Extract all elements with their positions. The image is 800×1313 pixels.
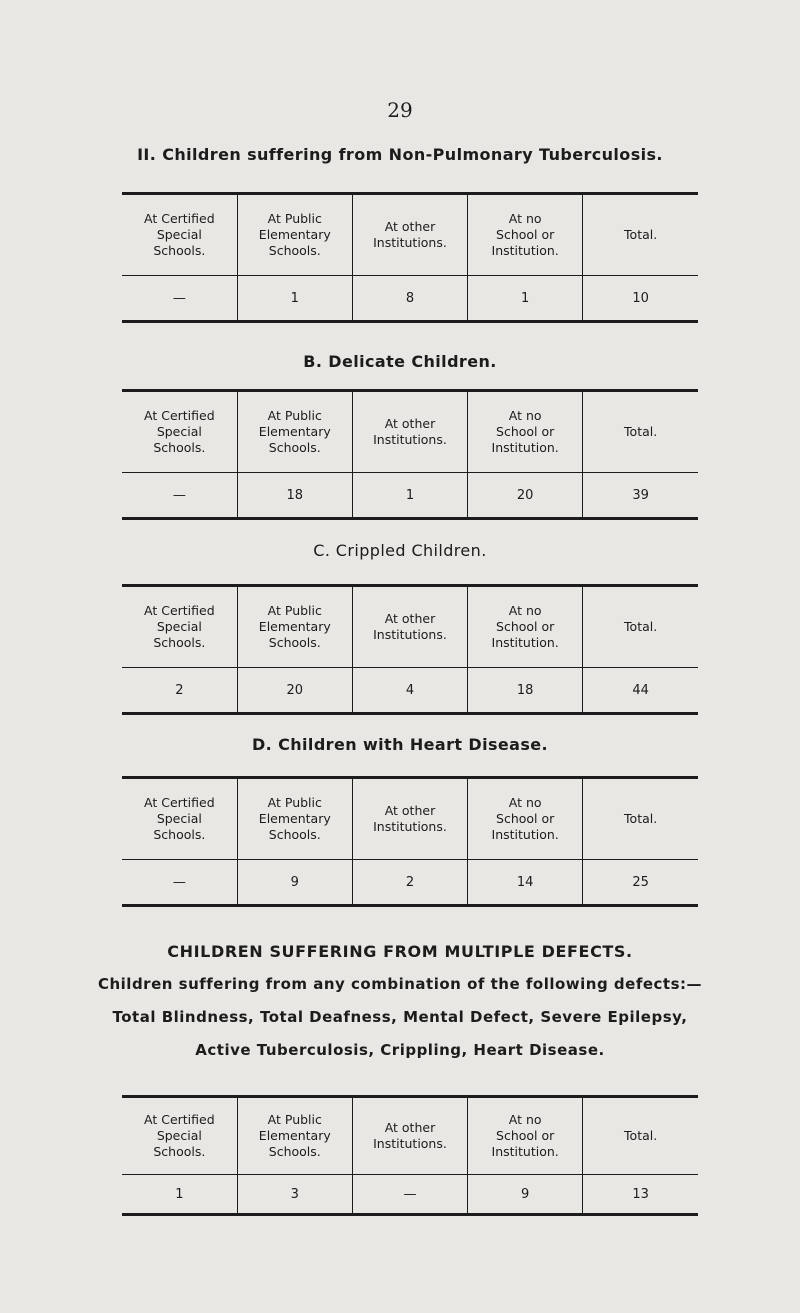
- header-other-institutions: At other Institutions.: [352, 1097, 467, 1175]
- table-multiple-defects: [122, 1095, 698, 1216]
- header-certified-special: At Certified Special Schools.: [122, 391, 237, 473]
- table-header-row: [122, 194, 698, 276]
- table-row: [122, 860, 698, 906]
- header-no-school: At no School or Institution.: [468, 778, 583, 860]
- table-tuberculosis: [122, 192, 698, 323]
- cell-certified-special: —: [172, 487, 186, 503]
- cell-other-institutions: —: [352, 1175, 467, 1215]
- cell-total: 44: [583, 668, 698, 714]
- cell-other-institutions: 1: [352, 473, 467, 519]
- header-certified-special: At Certified Special Schools.: [122, 194, 237, 276]
- table-row: [122, 473, 698, 519]
- header-total: Total.: [583, 586, 698, 668]
- header-public-elementary: At Public Elementary Schools.: [237, 586, 352, 668]
- multiple-defects-intro: Children suffering from any combination of the following defects:—: [97, 975, 703, 993]
- section-title-heart-disease: D. Children with Heart Disease.: [251, 735, 548, 754]
- header-certified-special: At Certified Special Schools.: [122, 778, 237, 860]
- header-total: Total.: [583, 194, 698, 276]
- header-no-school: At no School or Institution.: [468, 391, 583, 473]
- header-public-elementary: At Public Elementary Schools.: [237, 1097, 352, 1175]
- header-public-elementary: At Public Elementary Schools.: [237, 778, 352, 860]
- section-title-delicate: B. Delicate Children.: [303, 352, 497, 371]
- cell-public-elementary: 1: [237, 276, 352, 322]
- cell-no-school: 20: [468, 473, 583, 519]
- table-header-row: [122, 391, 698, 473]
- cell-no-school: 9: [468, 1175, 583, 1215]
- header-total: Total.: [583, 1097, 698, 1175]
- cell-no-school: 18: [468, 668, 583, 714]
- cell-other-institutions: 8: [352, 276, 467, 322]
- cell-certified-special: —: [172, 874, 186, 890]
- header-public-elementary: At Public Elementary Schools.: [237, 194, 352, 276]
- table-header-row: [122, 1097, 698, 1175]
- table-header-row: [122, 778, 698, 860]
- cell-other-institutions: 2: [352, 860, 467, 906]
- table-heart-disease: [122, 776, 698, 907]
- cell-certified-special: —: [172, 290, 186, 306]
- page-number: 29: [387, 98, 413, 122]
- multiple-defects-list-1: Total Blindness, Total Deafness, Mental Defect, Severe Epilepsy,: [112, 1008, 688, 1026]
- cell-total: 25: [583, 860, 698, 906]
- table-delicate: [122, 389, 698, 520]
- table-header-row: [122, 586, 698, 668]
- cell-certified-special: 2: [175, 682, 184, 698]
- header-certified-special: At Certified Special Schools.: [122, 586, 237, 668]
- cell-public-elementary: 3: [237, 1175, 352, 1215]
- section-title-crippled: C. Crippled Children.: [313, 541, 487, 560]
- header-other-institutions: At other Institutions.: [352, 778, 467, 860]
- table-crippled: [122, 584, 698, 715]
- section-title-tuberculosis: II. Children suffering from Non-Pulmonary Tuberculosis.: [137, 145, 663, 164]
- cell-total: 13: [583, 1175, 698, 1215]
- table-row: [122, 276, 698, 322]
- header-total: Total.: [583, 778, 698, 860]
- header-no-school: At no School or Institution.: [468, 1097, 583, 1175]
- cell-no-school: 14: [468, 860, 583, 906]
- multiple-defects-title: CHILDREN SUFFERING FROM MULTIPLE DEFECTS.: [167, 942, 633, 961]
- header-other-institutions: At other Institutions.: [352, 391, 467, 473]
- cell-total: 39: [583, 473, 698, 519]
- header-other-institutions: At other Institutions.: [352, 586, 467, 668]
- cell-certified-special: 1: [175, 1186, 184, 1202]
- header-total: Total.: [583, 391, 698, 473]
- header-other-institutions: At other Institutions.: [352, 194, 467, 276]
- cell-no-school: 1: [468, 276, 583, 322]
- cell-public-elementary: 9: [237, 860, 352, 906]
- header-no-school: At no School or Institution.: [468, 194, 583, 276]
- cell-public-elementary: 18: [237, 473, 352, 519]
- table-row: [122, 668, 698, 714]
- header-public-elementary: At Public Elementary Schools.: [237, 391, 352, 473]
- cell-total: 10: [583, 276, 698, 322]
- table-row: [122, 1175, 698, 1215]
- cell-public-elementary: 20: [237, 668, 352, 714]
- header-no-school: At no School or Institution.: [468, 586, 583, 668]
- header-certified-special: At Certified Special Schools.: [122, 1097, 237, 1175]
- cell-other-institutions: 4: [352, 668, 467, 714]
- multiple-defects-list-2: Active Tuberculosis, Crippling, Heart Disease.: [195, 1041, 605, 1059]
